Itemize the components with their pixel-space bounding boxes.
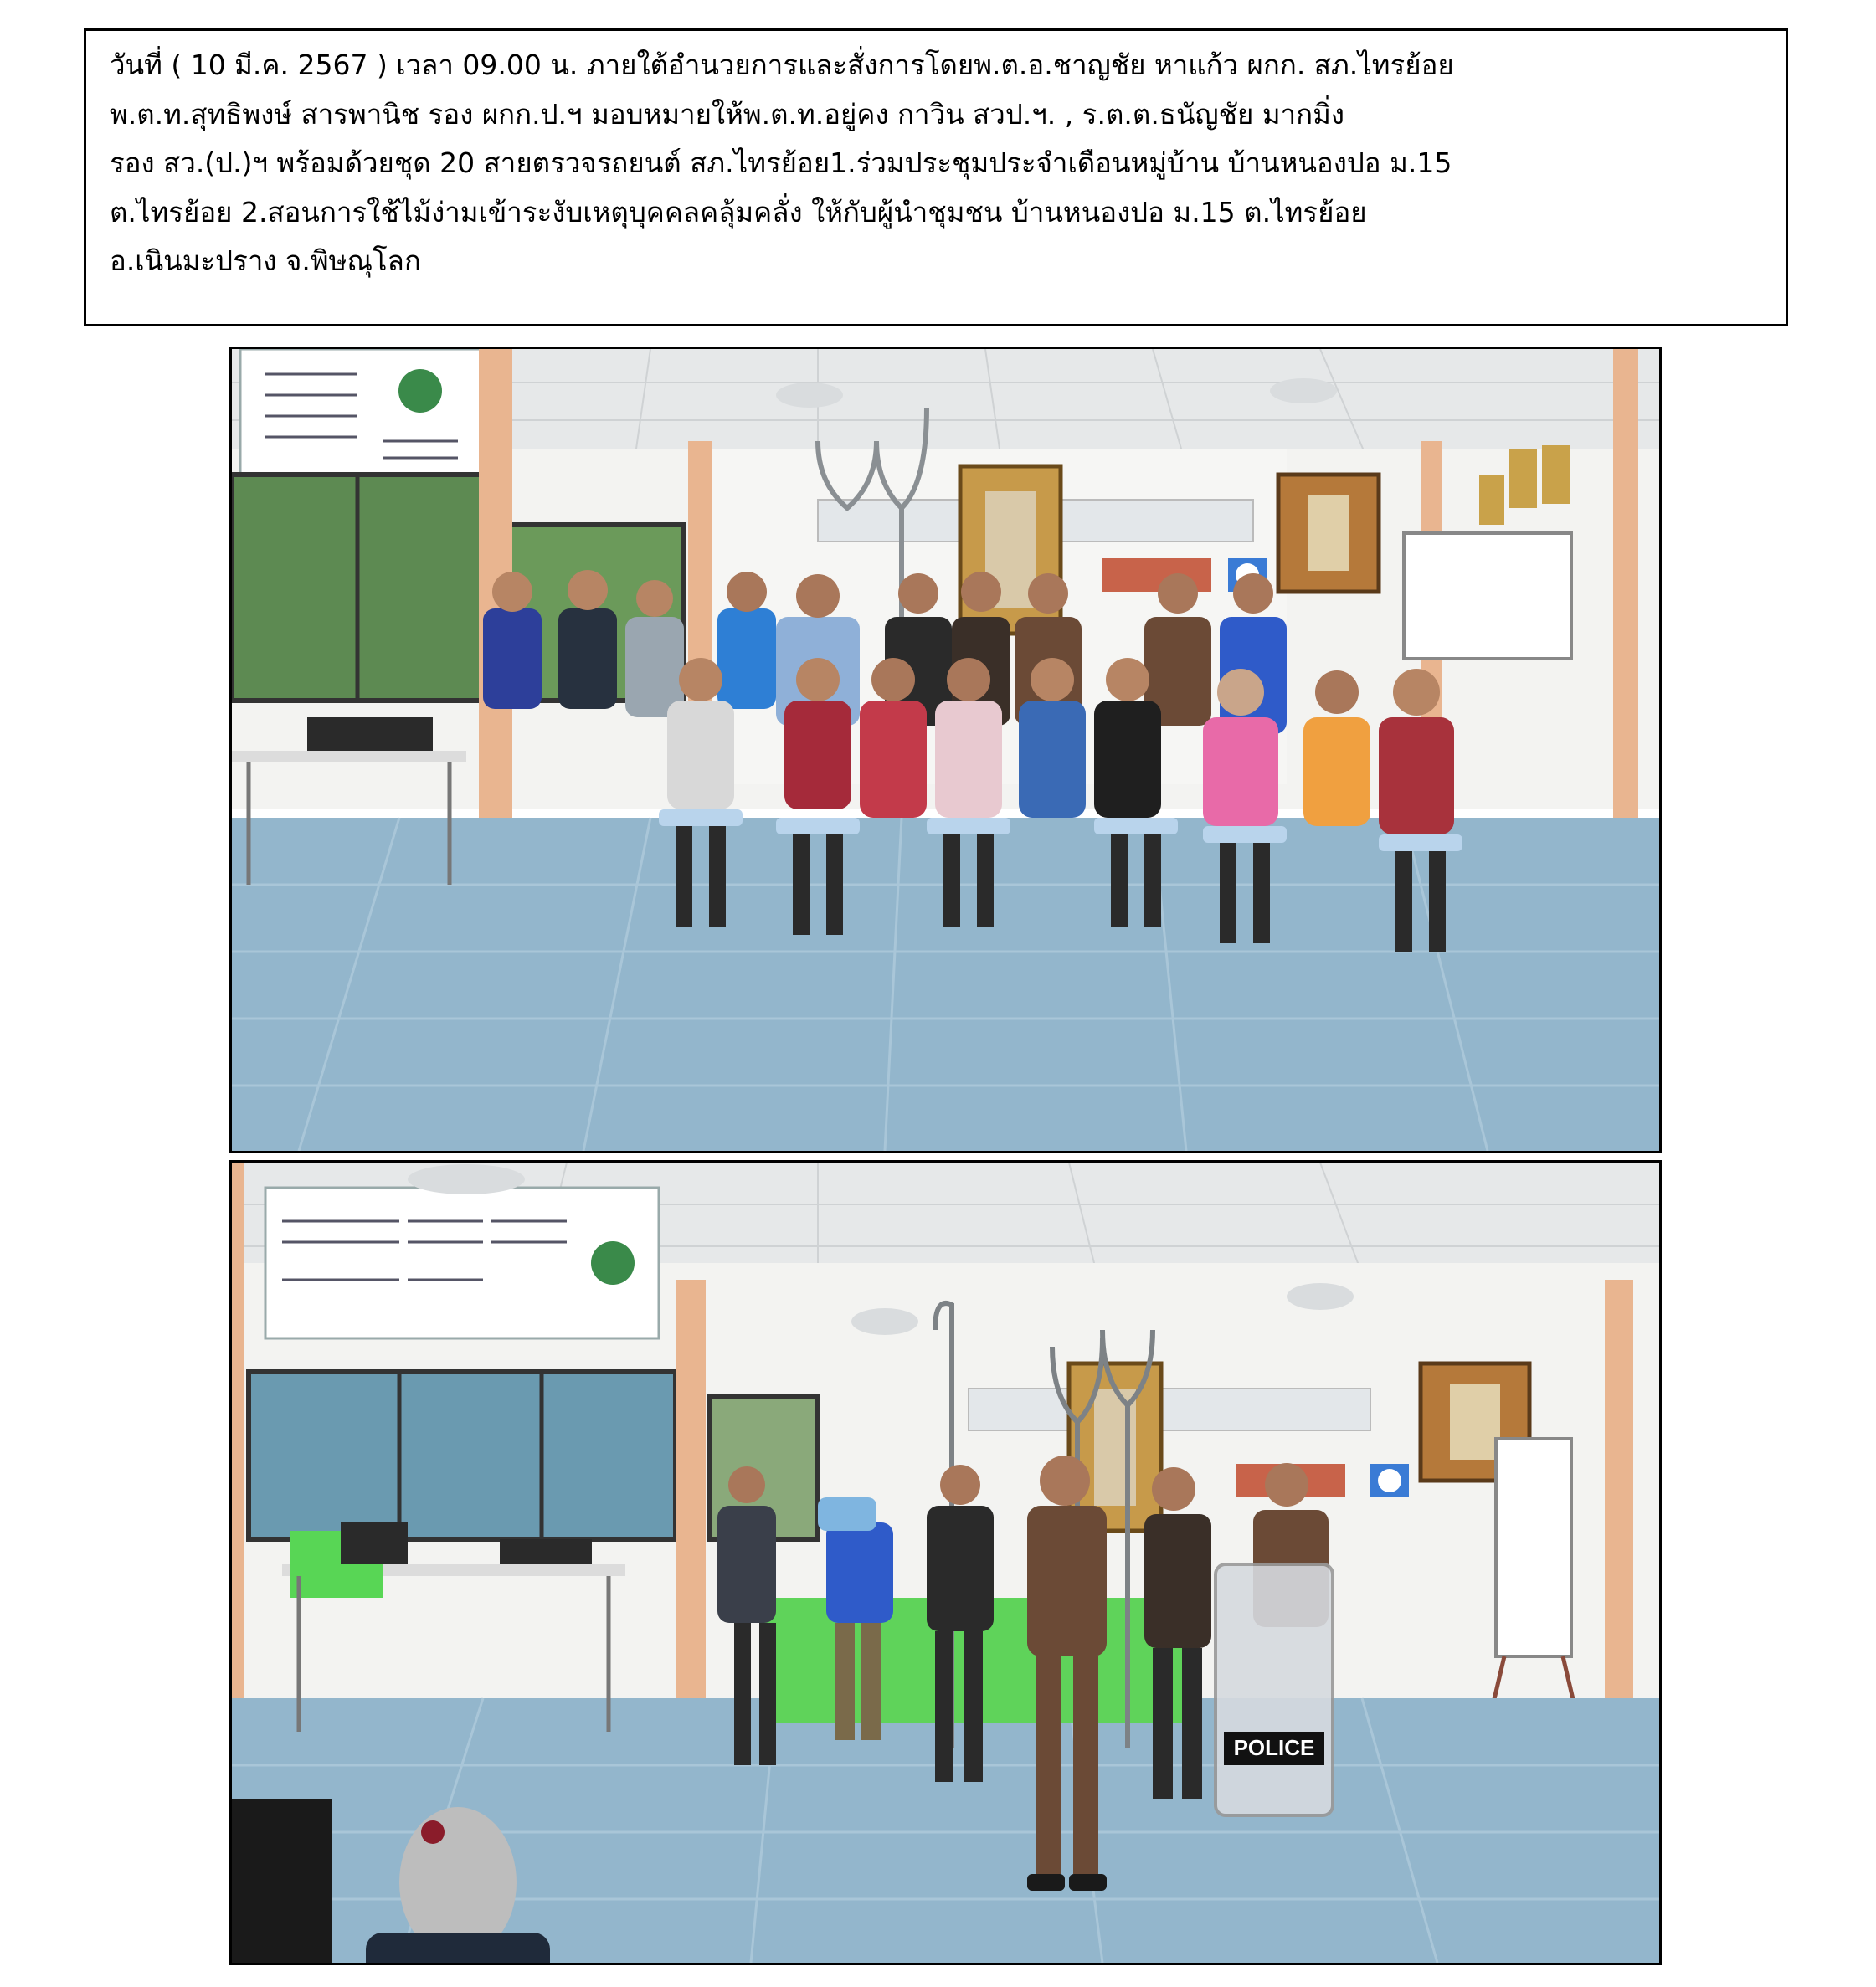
caption-box xyxy=(84,28,1788,326)
caption-line-3: รอง สว.(ป.)ฯ พร้อมด้วยชุด 20 สายตรวจรถยนต์ สภ.ไทรย้อย1.ร่วมประชุมประจำเดือนหมู่บ้าน บ้านหนองปอ ม.15 xyxy=(110,146,1452,179)
caption-line-2: พ.ต.ท.สุทธิพงษ์ สารพานิช รอง ผกก.ป.ฯ มอบหมายให้พ.ต.ท.อยู่คง กาวิน สวป.ฯ. , ร.ต.ต.ธนัญชัย มากมิ่ง xyxy=(110,97,1344,131)
caption-line-1: วันที่ ( 10 มี.ค. 2567 ) เวลา 09.00 น. ภายใต้อำนวยการและสั่งการโดยพ.ต.อ.ชาญชัย หาแก้ว ผกก. สภ.ไทรย้อย xyxy=(110,49,1454,81)
demonstration-photo-illustration xyxy=(232,1163,1659,1963)
group-photo-illustration xyxy=(232,349,1659,1151)
shield-label: POLICE xyxy=(1233,1735,1315,1760)
group-photo xyxy=(229,347,1662,1153)
caption-line-4: ต.ไทรย้อย 2.สอนการใช้ไม้ง่ามเข้าระงับเหตุบุคคลคลุ้มคลั่ง ให้กับผู้นำชุมชน บ้านหนองปอ ม.15 ต.ไทรย้อย xyxy=(110,195,1367,228)
demonstration-photo xyxy=(229,1160,1662,1965)
caption-line-5: อ.เนินมะปราง จ.พิษณุโลก xyxy=(110,244,421,277)
